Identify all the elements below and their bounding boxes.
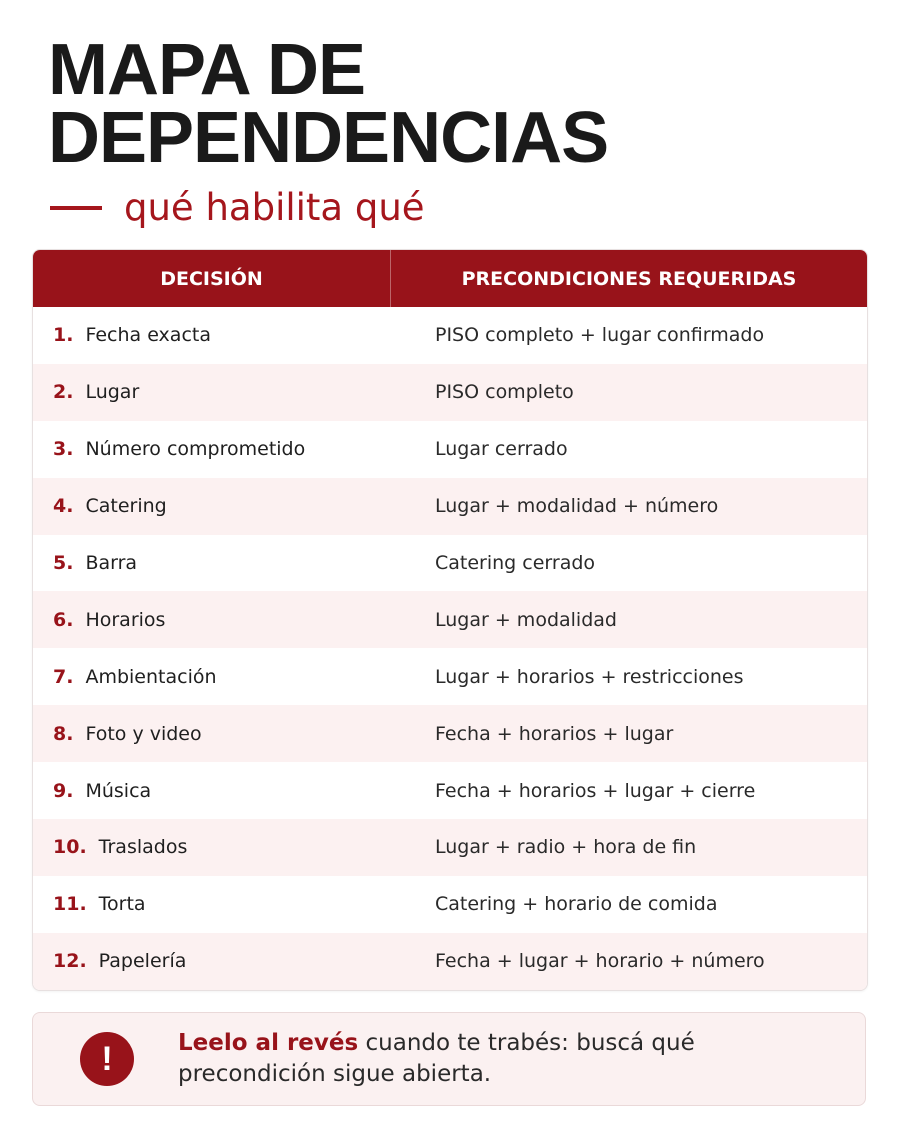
decision-label: Música [85, 779, 152, 802]
tip-text [178, 1028, 738, 1090]
exclamation-icon: ! [80, 1032, 134, 1086]
precondition-cell: Catering + horario de comida [435, 893, 718, 916]
row-number: 12. [53, 950, 87, 973]
table-row [33, 648, 867, 705]
precondition-cell: Fecha + horarios + lugar [435, 722, 674, 745]
decision-label: Lugar [85, 381, 140, 404]
precondition-cell: Catering cerrado [435, 552, 596, 574]
row-number: 6. [53, 608, 74, 631]
table-row [33, 421, 867, 478]
table-row [33, 819, 867, 876]
decision-label: Torta [98, 893, 146, 916]
table-row [33, 933, 867, 990]
precondition-cell: Lugar + radio + hora de fin [435, 836, 697, 859]
header-preconditions: PRECONDICIONES REQUERIDAS [461, 267, 797, 290]
precondition-cell: PISO completo + lugar confirmado [435, 324, 765, 347]
precondition-cell: Lugar + horarios + restricciones [435, 665, 744, 688]
row-number: 7. [53, 665, 74, 688]
decision-label: Horarios [85, 608, 166, 631]
table-row [33, 876, 867, 933]
page-title [48, 30, 609, 178]
decision-cell [33, 552, 391, 574]
table-row [33, 705, 867, 762]
row-number: 8. [53, 722, 74, 745]
row-number: 11. [53, 893, 87, 916]
row-number: 2. [53, 381, 74, 404]
tip-callout [32, 1012, 866, 1106]
subtitle [50, 186, 425, 230]
precondition-cell: Fecha + lugar + horario + número [435, 950, 765, 973]
decision-cell [33, 950, 391, 972]
decision-label: Barra [85, 552, 138, 574]
precondition-cell: Fecha + horarios + lugar + cierre [435, 779, 756, 802]
title-line-1: MAPA DE [48, 30, 365, 110]
decision-cell [33, 324, 391, 346]
precondition-cell: Lugar + modalidad + número [435, 495, 719, 518]
decision-label: Número comprometido [85, 438, 306, 461]
precondition-cell: Lugar cerrado [435, 438, 568, 461]
header-decision: DECISIÓN [33, 250, 391, 307]
decision-cell [33, 780, 391, 802]
decision-cell [33, 666, 391, 688]
dependency-table [32, 249, 868, 991]
table-row [33, 307, 867, 364]
decision-label: Traslados [98, 836, 188, 859]
title-line-2: DEPENDENCIAS [48, 98, 609, 178]
decision-cell [33, 723, 391, 745]
row-number: 4. [53, 495, 74, 518]
table-row [33, 535, 867, 592]
tip-rest: cuando te trabés: buscá qué precondición sigue abierta. [178, 1030, 695, 1087]
table-body [33, 307, 867, 990]
table-row [33, 762, 867, 819]
decision-label: Catering [85, 495, 167, 518]
subtitle-text: qué habilita qué [124, 186, 425, 229]
decision-label: Foto y video [85, 722, 202, 745]
precondition-cell: PISO completo [435, 381, 574, 404]
row-number: 5. [53, 552, 74, 574]
subtitle-dash [50, 206, 102, 210]
row-number: 1. [53, 324, 74, 347]
decision-cell [33, 836, 391, 858]
table-header [33, 250, 867, 307]
row-number: 9. [53, 779, 74, 802]
decision-cell [33, 609, 391, 631]
tip-bold: Leelo al revés [178, 1030, 359, 1056]
decision-label: Papelería [98, 950, 187, 973]
table-row [33, 478, 867, 535]
precondition-cell: Lugar + modalidad [435, 608, 617, 631]
decision-label: Fecha exacta [85, 324, 211, 347]
decision-label: Ambientación [85, 665, 217, 688]
row-number: 10. [53, 836, 87, 859]
row-number: 3. [53, 438, 74, 461]
decision-cell [33, 893, 391, 915]
decision-cell [33, 381, 391, 403]
decision-cell [33, 438, 391, 460]
decision-cell [33, 495, 391, 517]
table-row [33, 364, 867, 421]
table-row [33, 591, 867, 648]
